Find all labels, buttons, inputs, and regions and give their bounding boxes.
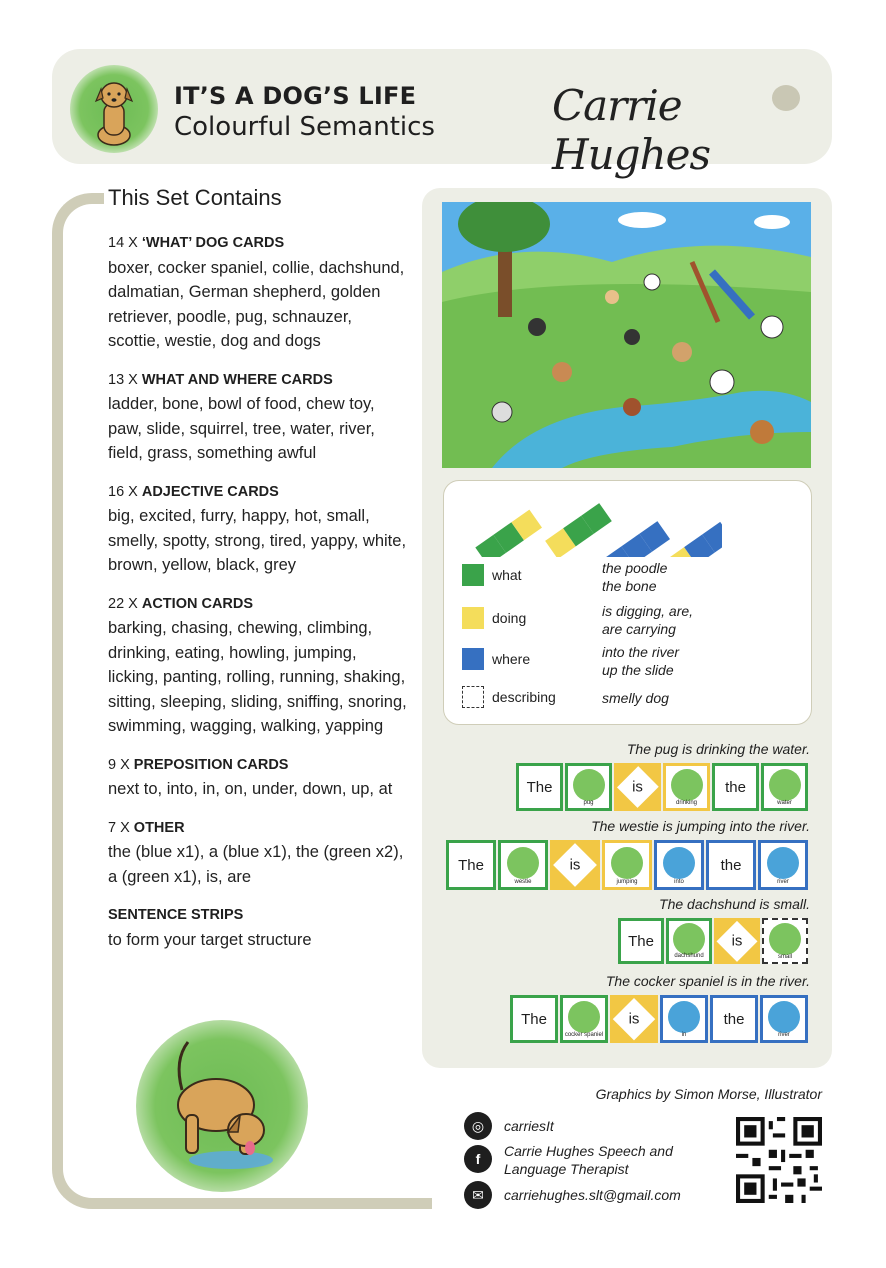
header-banner <box>52 49 832 179</box>
section-body: next to, into, in, on, under, down, up, at <box>108 780 393 798</box>
section-body: big, excited, furry, happy, hot, small, smelly, spotty, strong, tired, yappy, white, brown, yellow, black, grey <box>108 507 407 574</box>
contents-section <box>108 368 408 466</box>
sentence-card: The <box>516 763 563 811</box>
section-body: ladder, bone, bowl of food, chew toy, paw, slide, squirrel, tree, water, river, field, grass, something awful <box>108 395 375 462</box>
illustrator-credit: Graphics by Simon Morse, Illustrator <box>595 1086 822 1102</box>
section-body: to form your target structure <box>108 930 312 949</box>
park-scene-illustration <box>442 202 811 468</box>
brand-logo <box>552 75 812 179</box>
sentence-card: cocker spaniel <box>560 995 608 1043</box>
brand-name: Carrie Hughes <box>552 81 711 179</box>
legend-swatch <box>462 648 484 670</box>
contents-section <box>108 903 408 952</box>
sentence-card: dachshund <box>666 918 712 964</box>
sentence-card: water <box>761 763 808 811</box>
sentence-card: The <box>510 995 558 1043</box>
section-heading: 9 X PREPOSITION CARDS <box>108 756 289 773</box>
sentence-caption: The dachshund is small. <box>659 896 810 912</box>
colour-legend: what the poodle the bone doing is digging, are, are carrying where into the river up the slide describing smelly dog <box>443 480 812 725</box>
sentence-card: The <box>618 918 664 964</box>
contents-section <box>108 592 408 739</box>
sentence-caption: The westie is jumping into the river. <box>591 818 810 834</box>
section-heading: 22 X ACTION CARDS <box>108 595 254 612</box>
sentence-card: is <box>550 840 600 890</box>
sentence-card: is <box>714 918 760 964</box>
legend-swatch <box>462 607 484 629</box>
contents-section <box>108 231 408 354</box>
sentence-card: the <box>712 763 759 811</box>
colour-strip-icon <box>462 487 722 557</box>
contents-section <box>108 816 408 890</box>
page-subtitle: Colourful Semantics <box>174 112 435 142</box>
contents-section <box>108 753 408 802</box>
park-scene-image <box>442 202 811 468</box>
drinking-dog-icon <box>136 1020 308 1192</box>
contents-section <box>108 480 408 578</box>
sentence-card: is <box>610 995 658 1043</box>
sentence-card: in <box>660 995 708 1043</box>
section-body: the (blue x1), a (blue x1), the (green x2), a (green x1), is, are <box>108 843 404 886</box>
section-heading: SENTENCE STRIPS <box>108 907 244 923</box>
qr-code-icon[interactable] <box>736 1117 822 1203</box>
sentence-card: the <box>710 995 758 1043</box>
sentence-card: westie <box>498 840 548 890</box>
section-heading: 13 X WHAT AND WHERE CARDS <box>108 371 333 388</box>
section-body: barking, chasing, chewing, climbing, drinking, eating, howling, jumping, licking, panting, rolling, running, shaking, sitting, sleeping, sliding, sniffing, snoring, swimming, wagging, walking, yapping <box>108 619 407 735</box>
legend-swatch <box>462 686 484 708</box>
sentence-card: river <box>760 995 808 1043</box>
page-title: IT’S A DOG’S LIFE <box>174 82 417 110</box>
section-heading: 7 X OTHER <box>108 819 185 836</box>
drinking-dog-illustration <box>136 1020 308 1192</box>
contents-heading: This Set Contains <box>108 185 282 210</box>
sentence-card: The <box>446 840 496 890</box>
mail-icon: ✉ <box>464 1181 492 1209</box>
sentence-card: the <box>706 840 756 890</box>
sentence-card: jumping <box>602 840 652 890</box>
dog-logo <box>70 65 158 153</box>
sentence-caption: The cocker spaniel is in the river. <box>605 973 810 989</box>
contents-list <box>108 185 408 966</box>
instagram-icon: ◎ <box>464 1112 492 1140</box>
section-heading: 16 X ADJECTIVE CARDS <box>108 483 279 500</box>
sentence-card: river <box>758 840 808 890</box>
sentence-caption: The pug is drinking the water. <box>626 741 810 757</box>
sitting-dog-icon <box>70 65 158 153</box>
section-body: boxer, cocker spaniel, collie, dachshund, dalmatian, German shepherd, golden retriever, poodle, pug, schnauzer, scottie, westie, dog and dogs <box>108 258 405 350</box>
sentence-card: is <box>614 763 661 811</box>
sentence-card: small <box>762 918 808 964</box>
sentence-card: into <box>654 840 704 890</box>
section-heading: 14 X ‘WHAT’ DOG CARDS <box>108 235 285 251</box>
legend-swatch <box>462 564 484 586</box>
sentence-card: pug <box>565 763 612 811</box>
sentence-card: drinking <box>663 763 710 811</box>
facebook-icon: f <box>464 1145 492 1173</box>
